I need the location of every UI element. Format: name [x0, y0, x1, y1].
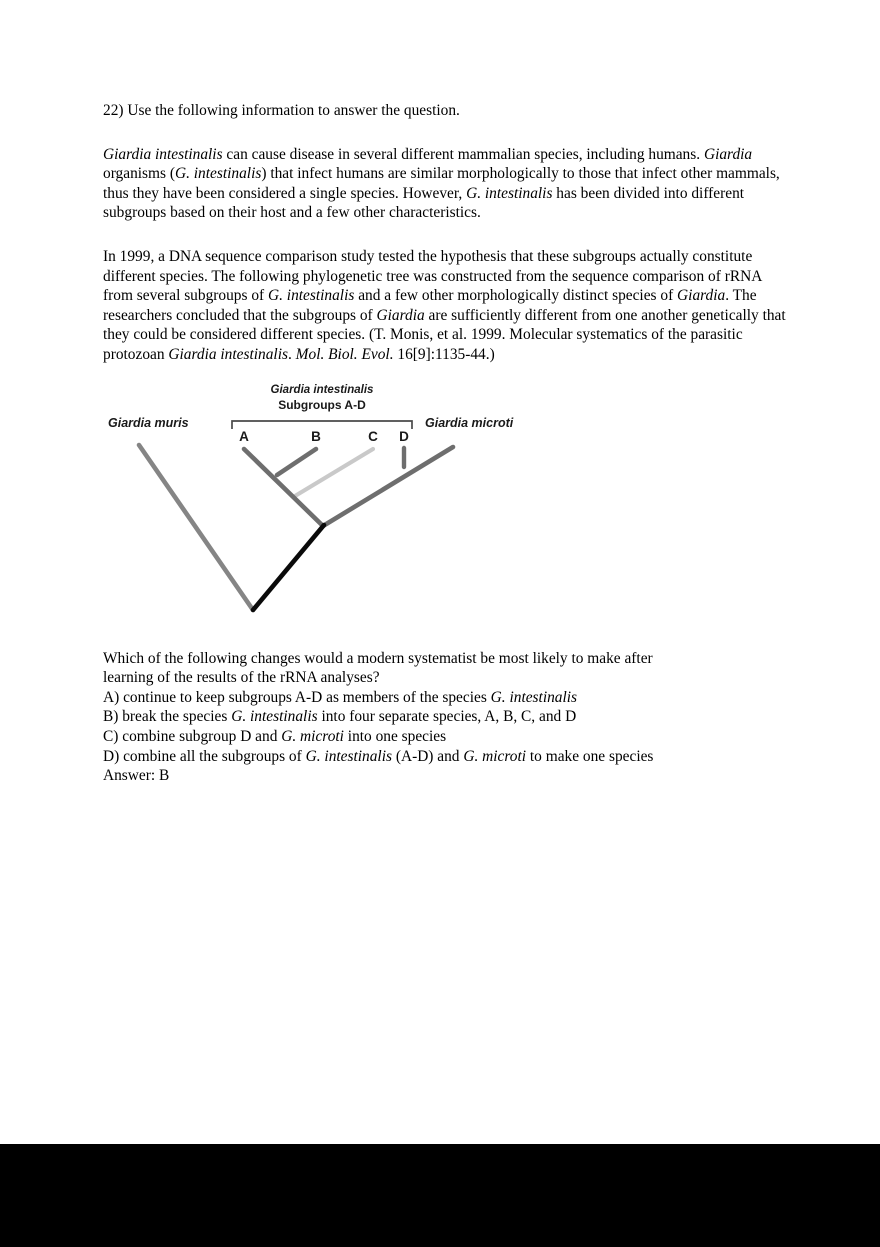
p2-seg2: G. intestinalis [267, 287, 355, 305]
p1-seg5: G. intestinalis [174, 165, 262, 183]
p2-seg9: . [287, 345, 296, 363]
taxon-label-giardia-muris: Giardia muris [108, 415, 189, 430]
option-b-pre: B) break the species [103, 708, 232, 726]
question-stem-line-2: learning of the results of the rRNA analyses? [103, 669, 380, 687]
option-a-pre: A) continue to keep subgroups A-D as members of the species [103, 688, 491, 706]
option-c-pre: C) combine subgroup D and [103, 727, 282, 745]
p2-seg4: Giardia [677, 287, 726, 305]
option-d-italic: G. intestinalis [305, 747, 392, 765]
phylogenetic-tree-figure [103, 379, 793, 629]
branch-root-stem [253, 525, 324, 610]
branch-subgroup-b [277, 449, 316, 475]
p2-seg8: Giardia intestinalis [168, 345, 288, 363]
branch-giardia-microti [323, 447, 453, 526]
option-d-pre: D) combine all the subgroups of [103, 747, 306, 765]
p1-seg1: Giardia intestinalis [103, 145, 223, 163]
question-block [103, 649, 793, 786]
p2-seg3: and a few other morphologically distinct species of [354, 287, 678, 305]
tip-label-d: D [399, 428, 409, 444]
option-a[interactable] [103, 688, 793, 708]
p2-seg1: In 1999, a DNA sequence comparison study tested the hypothesis that these subgroups actually constitute different species. The following phylogenetic tree was constructed from the sequence comparison of rRNA from several subgroups of [103, 247, 762, 305]
spacer [103, 121, 793, 145]
p1-seg4: organisms ( [103, 165, 175, 183]
bracket-title-line2: Subgroups A-D [278, 397, 366, 412]
p1-seg3: Giardia [703, 145, 753, 163]
p1-seg8: has been divided into different subgroups based on their host and a few other characteristics. [103, 184, 745, 222]
option-b-italic: G. intestinalis [231, 708, 318, 726]
taxon-label-giardia-microti: Giardia microti [425, 415, 514, 430]
option-c-italic: G. microti [281, 727, 344, 745]
option-d[interactable] [103, 747, 793, 767]
document-content [103, 101, 793, 786]
question-number-line: 22) Use the following information to answer the question. [103, 102, 460, 119]
option-b-post: into four separate species, A, B, C, and D [317, 708, 577, 726]
question-stem-line-1: Which of the following changes would a modern systematist be most likely to make after [103, 649, 653, 667]
paragraph-1 [103, 145, 793, 223]
tip-label-a: A [239, 428, 249, 444]
option-d-italic-2: G. microti [463, 747, 527, 765]
option-d-post-2: to make one species [526, 747, 654, 765]
option-b[interactable] [103, 707, 793, 727]
bracket-title-line1: Giardia intestinalis [270, 383, 374, 396]
p1-seg6: ) that infect humans are similar morphologically to those that infect other mammals, thus they have been considered a single species. However, [103, 165, 780, 202]
footer-black-band [0, 1144, 880, 1247]
tip-label-c: C [368, 428, 378, 444]
option-c[interactable] [103, 727, 793, 747]
p2-seg11: 16[9]:1135-44.) [393, 345, 495, 363]
p2-seg6: Giardia [376, 306, 425, 324]
option-d-post: (A-D) and [391, 747, 464, 765]
option-a-italic: G. intestinalis [490, 688, 578, 706]
p1-seg7: G. intestinalis [466, 184, 553, 202]
p2-seg7: are sufficiently different from one another genetically that they could be considered different species. (T. Monis, et al. 1999. Molecular systematics of the parasitic protozoan [103, 306, 786, 363]
tip-label-b: B [311, 428, 321, 444]
answer-line: Answer: B [103, 767, 170, 785]
branch-giardia-muris [139, 445, 253, 610]
subgroup-bracket [232, 421, 412, 429]
option-c-post: into one species [343, 727, 447, 745]
spacer [103, 223, 793, 247]
phylogenetic-tree-svg [103, 379, 793, 629]
paragraph-2 [103, 247, 793, 365]
p2-seg5: . The researchers concluded that the subgroups of [103, 287, 757, 324]
p2-seg10: Mol. Biol. Evol. [295, 345, 394, 363]
p1-seg2: can cause disease in several different mammalian species, including humans. [222, 145, 704, 163]
